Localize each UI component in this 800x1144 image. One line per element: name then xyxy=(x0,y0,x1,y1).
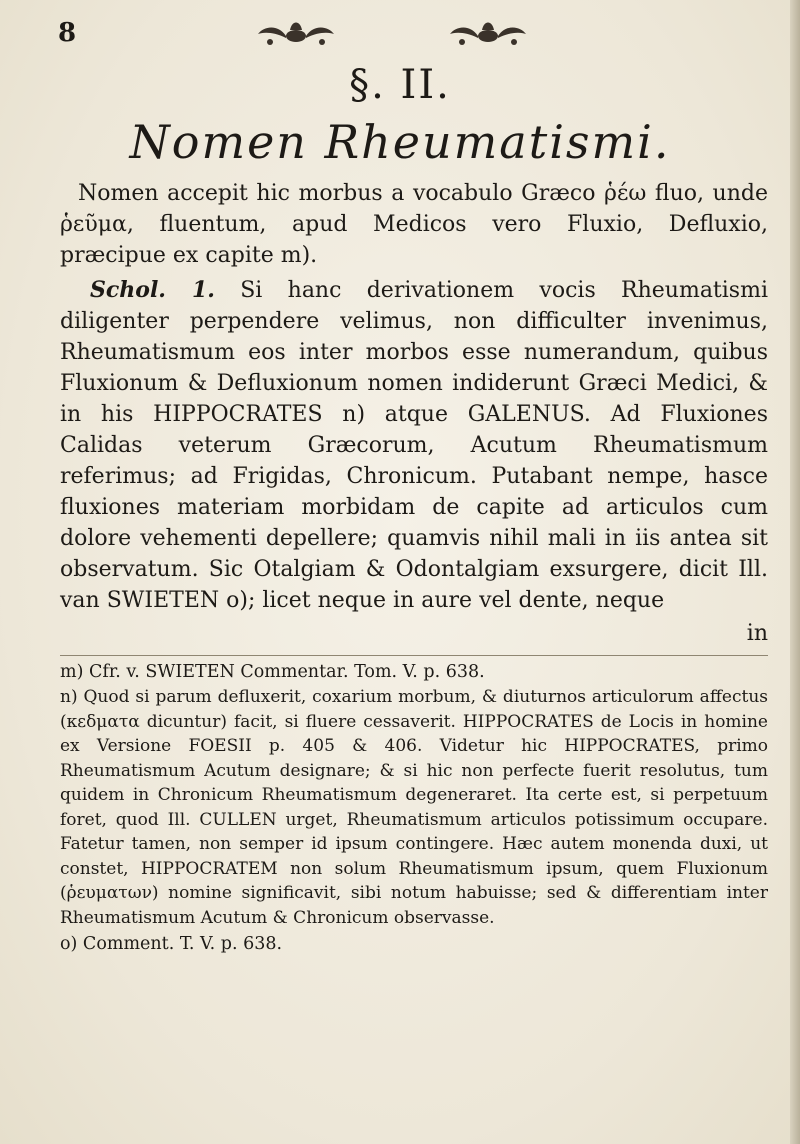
fleuron-ornament-left-icon xyxy=(250,16,342,50)
scholium-paragraph xyxy=(60,275,768,616)
footnote-n: n) Quod si parum defluxerit, coxarium morbum, & diuturnos articulorum affectus (κεδματα dicuntur) facit, si fluere cessaverit. HIPPOCRATES de Locis in homine ex Versione FOESII p. 405 & 406. Videtur hic HIPPOCRATES, primo Rheumatismum Acutum designare; & si hic non perfecte fuerit resolutus, tum quidem in Chronicum Rheumatismum degeneraret. Ita certe est, si perpetuum foret, quod Ill. CULLEN urget, Rheumatismum articulos potissimum occupare. Fatetur tamen, non semper id ipsum contingere. Hæc autem monenda duxi, ut constet, HIPPOCRATEM non solum Rheumatismum ipsum, quem Fluxionum (ῥευματων) nomine significavit, sibi notum habuisse; sed & differentiam inter Rheumatismum Acutum & Chronicum observasse. xyxy=(60,687,768,928)
chapter-title: Nomen Rheumatismi. xyxy=(129,115,671,169)
section-heading: §. II. xyxy=(349,62,451,108)
page-number: 8 xyxy=(58,18,77,48)
scholium-text: Si hanc derivationem vocis Rheumatismi diligenter perpendere velimus, non difficulter invenimus, Rheumatismum eos inter morbos esse numerandum, quibus Fluxionum & Defluxionum nomen indiderunt Græci Medici, & in his HIPPOCRATES n) atque GALENUS. Ad Fluxiones Calidas veterum Græcorum, Acutum Rheumatismum referimus; ad Frigidas, Chronicum. Putabant nempe, hasce fluxiones materiam morbidam de capite ad articulos cum dolore vehementi depellere; quamvis nihil mali in iis antea sit observatum. Sic Otalgiam & Odontalgiam exsurgere, dicit Ill. van SWIETEN o); licet neque in aure vel dente, neque xyxy=(60,278,768,613)
fleuron-ornament-right-icon xyxy=(442,16,534,50)
opening-paragraph: Nomen accepit hic morbus a vocabulo Græco ῥέω fluo, unde ῥεῦμα, fluentum, apud Medicos vero Fluxio, Defluxio, præcipue ex capite m). xyxy=(60,181,768,268)
page-edge-shadow xyxy=(790,0,800,1144)
footnote-m: m) Cfr. v. SWIETEN Commentar. Tom. V. p. 638. xyxy=(60,662,485,682)
main-text xyxy=(60,178,768,957)
catchword: in xyxy=(746,621,768,646)
footnote-o: o) Comment. T. V. p. 638. xyxy=(60,934,283,954)
scholium-label: Schol. 1. xyxy=(90,277,215,303)
footnote-divider xyxy=(60,655,768,656)
